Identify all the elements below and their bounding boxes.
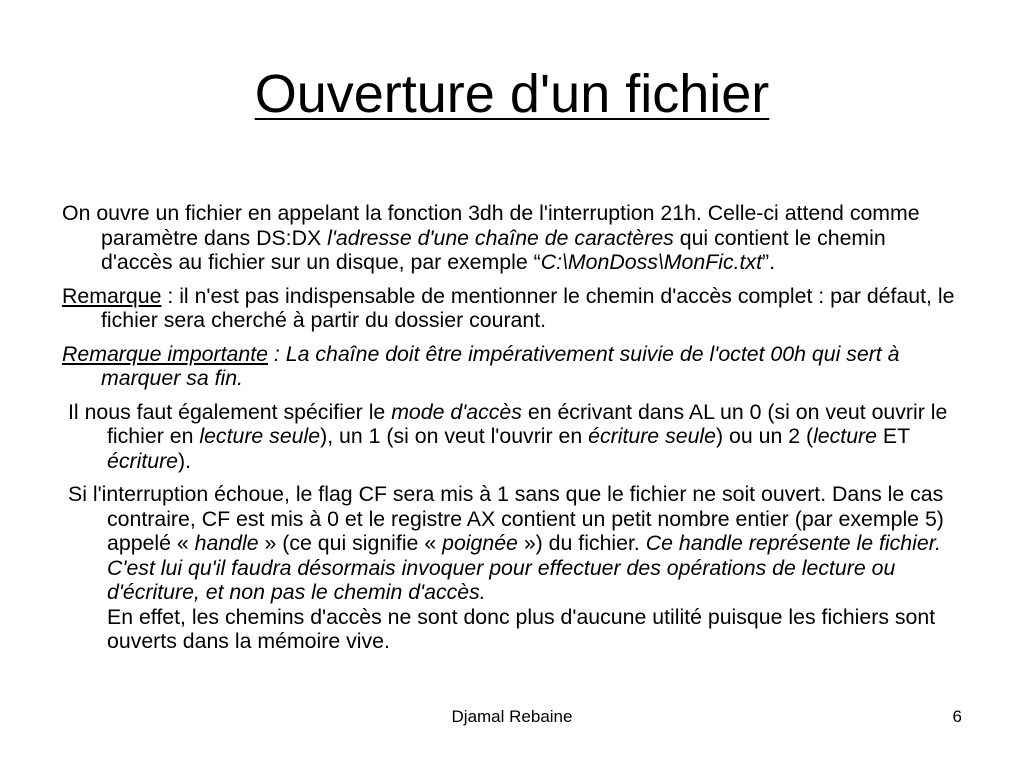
paragraph-interrupt-result [62, 482, 962, 654]
italic-path-example: C:\MonDoss\MonFic.txt [540, 250, 763, 274]
page-number: 6 [952, 707, 962, 726]
italic-text: lecture [813, 424, 877, 448]
italic-text: lecture seule [199, 424, 321, 448]
text: En effet, les chemins d'accès ne sont donc plus d'aucune utilité puisque les fichiers sont ouverts dans la mémoire vive. [107, 604, 936, 653]
text: ”. [762, 250, 776, 274]
text: ). [178, 448, 192, 473]
text: ), un 1 (si on veut l'ouvrir en [320, 424, 589, 448]
text: ») du fichier. [517, 531, 646, 555]
text: ) ou un 2 ( [715, 424, 814, 448]
italic-text: poignée [442, 531, 518, 555]
slide-body [62, 201, 962, 663]
italic-text: écriture seule [588, 424, 716, 448]
text: Il nous faut également spécifier le [68, 399, 392, 424]
paragraph-important-remark [62, 342, 962, 391]
important-remark-label: Remarque importante [62, 341, 268, 366]
text: Si l'interruption échoue, le flag CF sera mis à 1 sans que le fichier ne soit ouvert. Dans le cas contraire, CF est mis à 0 et le registre AX contient un petit nombre entier (par exemple 5) appelé « [68, 482, 944, 555]
text: qui contient le chemin d'accès au fichier sur un disque, par exemple “ [101, 225, 886, 274]
italic-text: handle [194, 531, 259, 555]
italic-text: écriture [107, 448, 179, 473]
italic-text: mode d'accès [391, 399, 522, 424]
remark-text: : il n'est pas indispensable de mentionner le chemin d'accès complet : par défaut, le fichier sera cherché à partir du dossier courant. [101, 283, 955, 332]
remark-label: Remarque [62, 283, 162, 308]
italic-text: l'adresse d'une chaîne de caractères [327, 225, 674, 250]
text: » (ce qui signifie « [258, 531, 443, 555]
important-remark-text: : La chaîne doit être impérativement suivie de l'octet 00h qui sert à marquer sa fin. [101, 341, 900, 390]
paragraph-access-mode [62, 400, 962, 474]
slide-title [0, 62, 1024, 127]
italic-text: Ce handle représente le fichier. C'est lui qu'il faudra désormais invoquer pour effectuer des opérations de lecture ou d'écriture, et non pas le chemin d'accès. [107, 531, 941, 604]
text: en écrivant dans AL un 0 (si on veut ouvrir le fichier en [107, 399, 948, 448]
text: On ouvre un fichier en appelant la fonction 3dh de l'interruption 21h. Celle-ci attend comme paramètre dans DS:DX [62, 201, 920, 250]
footer-author: Djamal Rebaine [451, 707, 573, 726]
paragraph-opening-file [62, 201, 962, 275]
text: ET [876, 424, 910, 448]
paragraph-remark [62, 284, 962, 333]
slide-title-text: Ouverture d'un fichier [254, 64, 770, 124]
